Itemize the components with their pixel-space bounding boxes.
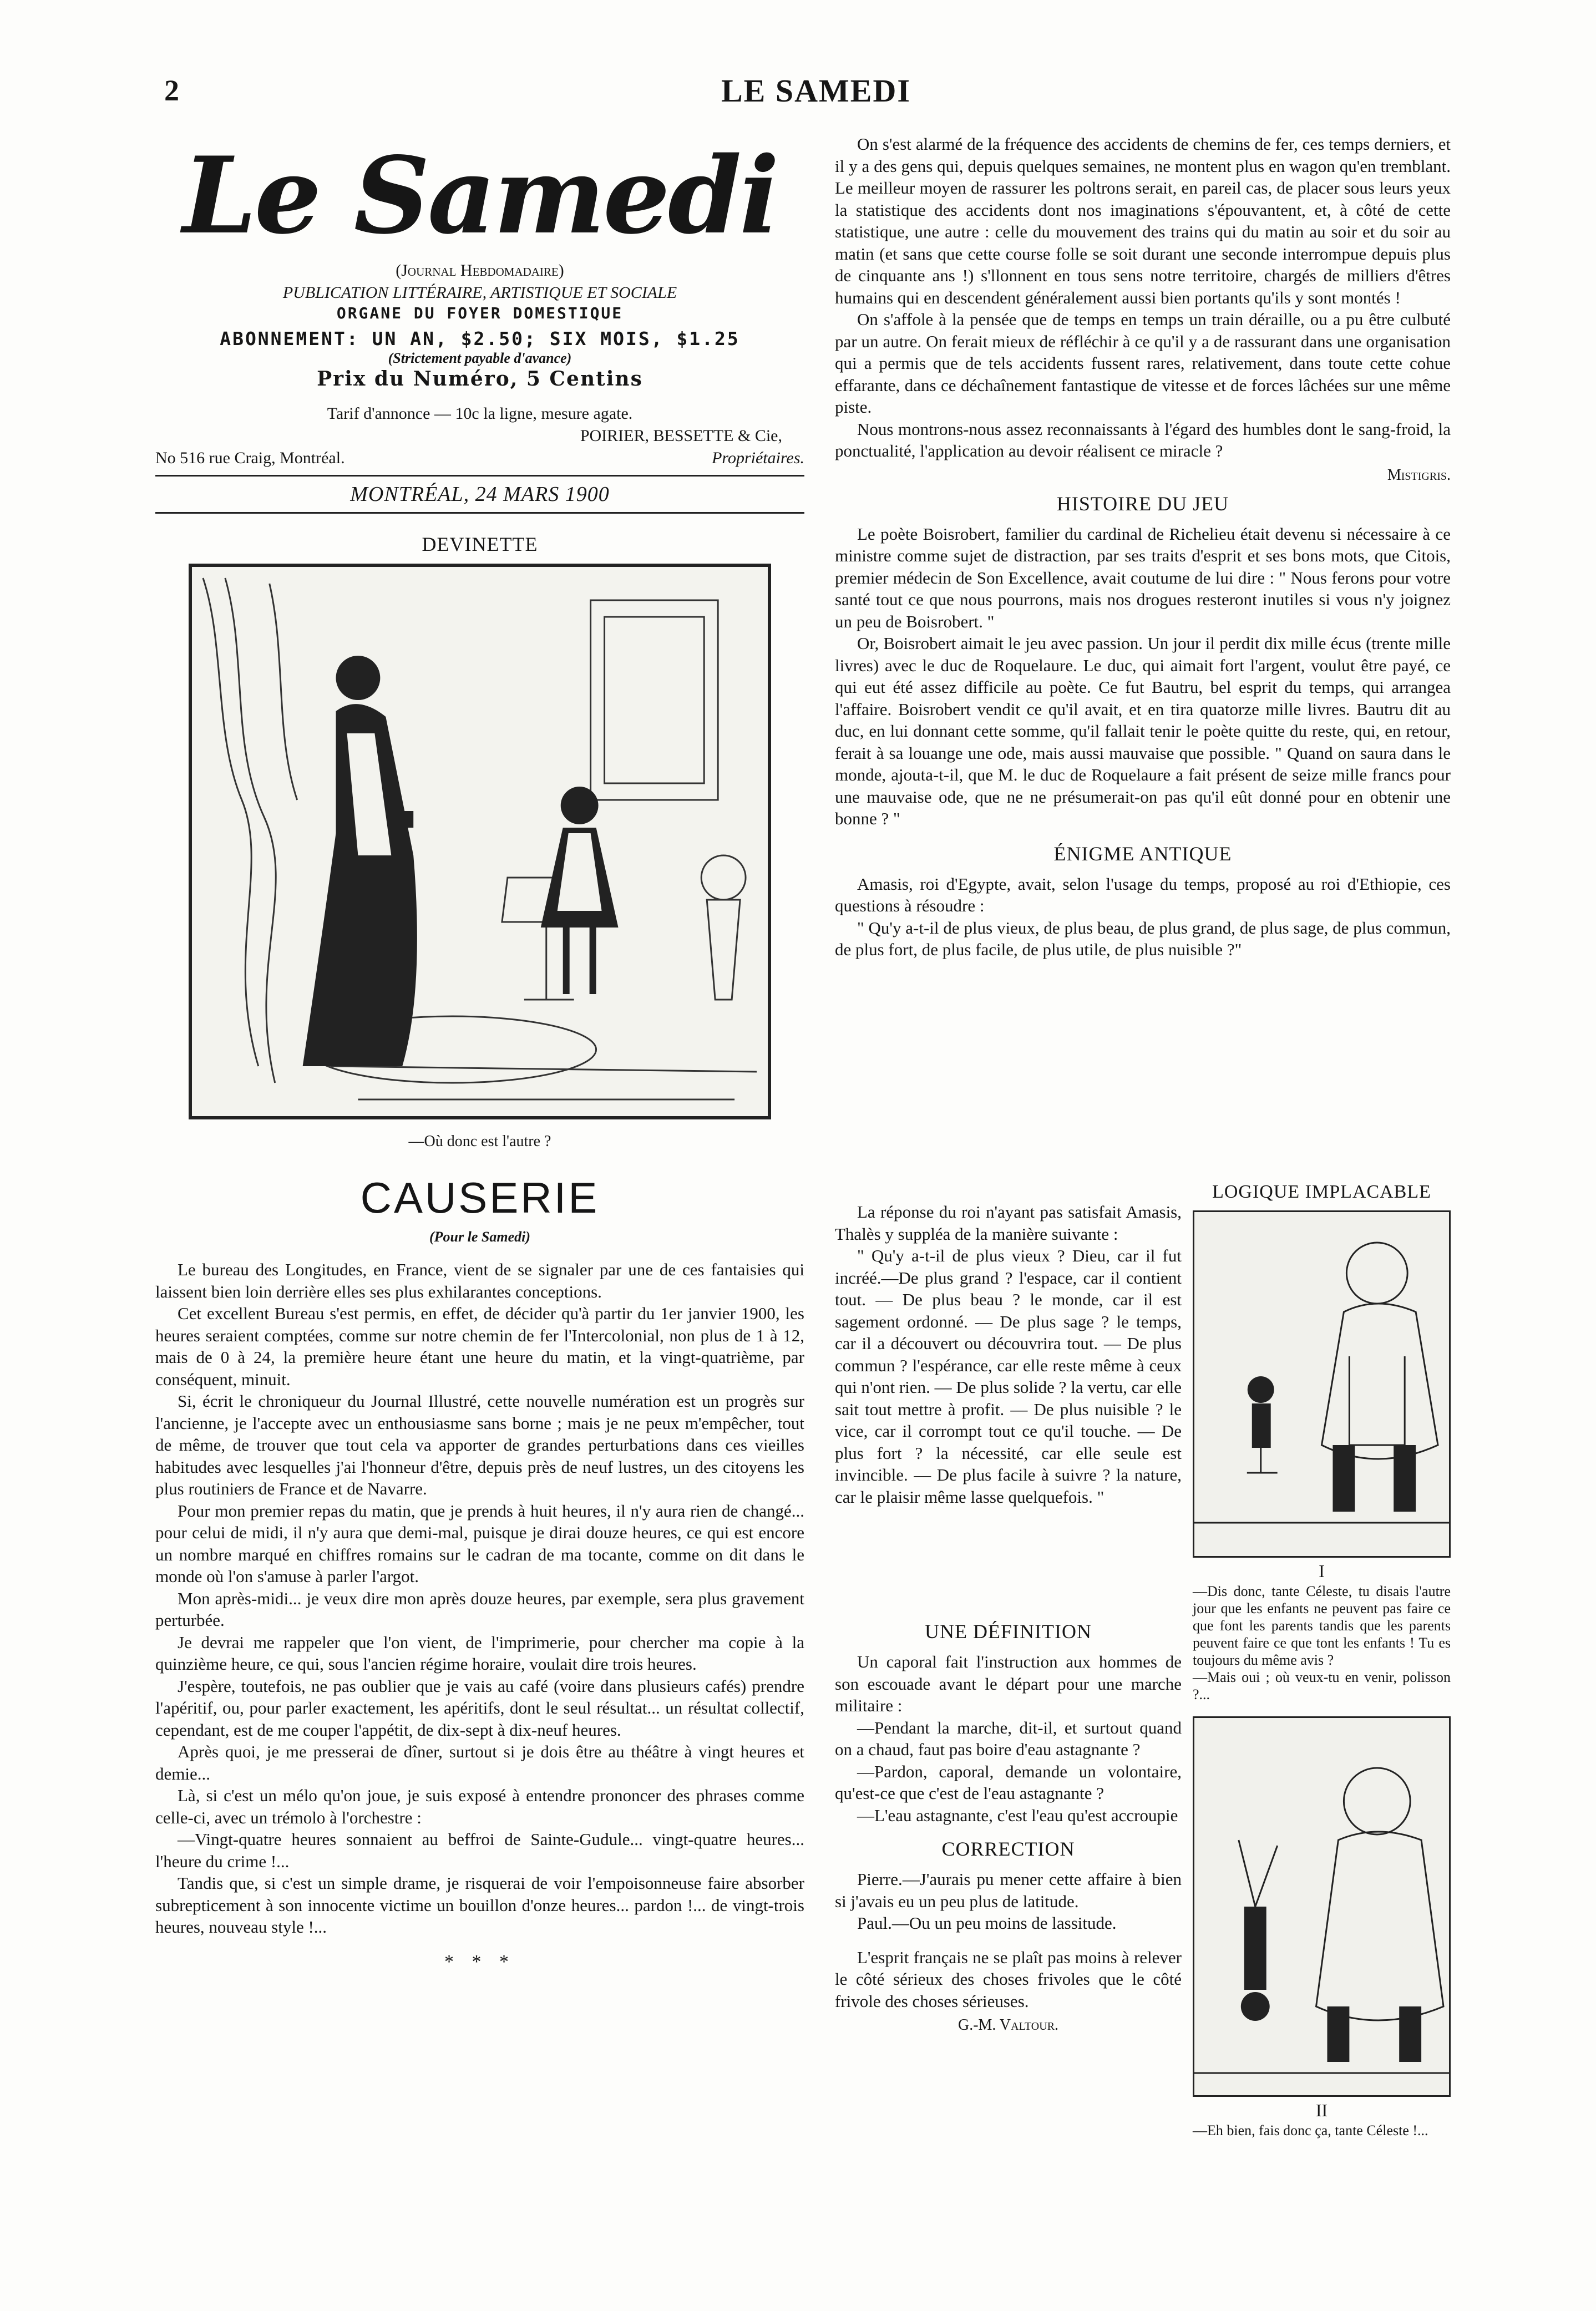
- causerie-paragraph: Je devrai me rappeler que l'on vient, de l'imprimerie, pour chercher ma copie à la quinzième heure, ce qui, sous l'ancien régime horaire, voulait dire trois heures.: [155, 1632, 804, 1674]
- masthead-subtitle-publication: PUBLICATION LITTÉRAIRE, ARTISTIQUE ET SOCIALE: [282, 283, 677, 302]
- devinette-caption: —Où donc est l'autre ?: [408, 1133, 551, 1150]
- divider: [155, 512, 804, 514]
- devinette-illustration: [189, 564, 771, 1119]
- causerie-paragraph: Là, si c'est un mélo qu'on joue, je suis exposé à entendre prononcer des phrases comme celle-ci, avec un trémolo à l'orchestre :: [155, 1786, 804, 1827]
- masthead-proprietors: Propriétaires.: [712, 449, 804, 467]
- masthead-subtitle-organe: ORGANE DU FOYER DOMESTIQUE: [336, 304, 624, 322]
- masthead-address: No 516 rue Craig, Montréal.: [155, 449, 345, 467]
- issue-date: MONTRÉAL, 24 MARS 1900: [350, 483, 610, 506]
- accidents-paragraph: On s'affole à la pensée que de temps en temps un train déraille, ou a pu être culbuté par un autre. On ferait mieux de réfléchir à ce qu'il y a de rassurant dans une organisation qui a permis que de tels accidents fussent rares, relativement, dans toute cette cohue effarante, dans ce déchaînement fantastique de vitesse et de forces lâchées sur une même piste.: [835, 310, 1451, 417]
- cartoon-caption-number-1: I: [1319, 1561, 1325, 1581]
- enigme-answer-column: [835, 1201, 1182, 1508]
- cartoon-panel-1: [1193, 1210, 1451, 1558]
- causerie-paragraph: Après quoi, je me presserai de dîner, surtout si je dois être au théâtre à vingt heures et demie...: [155, 1742, 804, 1783]
- masthead-address-row: [155, 447, 804, 469]
- masthead-price: Prix du Numéro, 5 Centins: [317, 367, 643, 391]
- masthead-subtitle-journal: (Journal Hebdomadaire): [396, 261, 564, 280]
- running-head: LE SAMEDI: [721, 73, 911, 109]
- causerie-paragraph: Si, écrit le chroniqueur du Journal Illustré, cette nouvelle numération est un progrès sur l'ancienne, je l'accepte avec un enthousiasme sans borne ; mais je ne peux m'empêcher, tout de même, de trouver que tout cela va apporter de grandes perturbations dans ces vieilles habitudes avec lesquelles j'ai l'honneur d'être, depuis près de neuf lustres, un des citoyens les plus routiniers de France et de Navarre.: [155, 1391, 804, 1498]
- definition-heading: UNE DÉFINITION: [925, 1620, 1092, 1643]
- accidents-paragraph: Nous montrons-nous assez reconnaissants à l'égard des humbles dont le sang-froid, la ponctualité, l'application au devoir réalisent ce miracle ?: [835, 419, 1451, 460]
- cartoon-caption-number-2: II: [1315, 2100, 1328, 2120]
- definition-paragraph: —L'eau astagnante, c'est l'eau qu'est accroupie: [857, 1805, 1178, 1825]
- accidents-signature: Mistigris.: [1387, 466, 1451, 484]
- definition-paragraph: —Pardon, caporal, demande un volontaire, qu'est-ce que c'est de l'eau astagnante ?: [835, 1761, 1182, 1803]
- histoire-paragraph: Or, Boisrobert aimait le jeu avec passion. Un jour il perdit dix mille écus (trente mille livres) avec le duc de Roquelaure. Le duc, qui aimait fort l'argent, voulut être payé, ce qui eut été assez difficile au poète. Ce fut Bautru, bel esprit du temps, qui arrangea l'affaire. Boisrobert vendit ce qu'il avait, et en tira quatorze mille livres. Bautru dit au duc, en lui donnant cette somme, qu'il fallait tenir le poète quitte du reste, qui, en retour, ferait à sa louange une ode, mais aussi mauvaise que possible. " Quand on saura dans le monde, ajouta-t-il, que M. le duc de Roquelaure a fait présent de seize mille francs pour une mauvaise ode, que ne ne présumerait-on pas qu'il eût donné pour en obtenir une bonne ? ": [835, 634, 1451, 828]
- causerie-paragraph: Tandis que, si c'est un simple drame, je risquerai de voir l'empoisonneuse faire absorber subrepticement à son innocente victime un bouillon d'onze heures... pardon !... de vingt-trois heures, nouveau style !...: [155, 1873, 804, 1937]
- masthead-subscription-note: (Strictement payable d'avance): [388, 350, 572, 366]
- logique-heading: LOGIQUE IMPLACABLE: [1212, 1182, 1431, 1202]
- enigme-heading: ÉNIGME ANTIQUE: [1053, 842, 1232, 865]
- correction-signature: G.-M. Valtour.: [957, 2016, 1059, 2034]
- divider: [155, 475, 804, 477]
- cartoon-caption-2: —Eh bien, fais donc ça, tante Céleste !...: [1193, 2122, 1428, 2138]
- cartoon-caption-1: —Dis donc, tante Céleste, tu disais l'autre jour que les enfants ne peuvent pas faire ce que font les parents tandis que les parents peuvent faire ce que tont les enfants ! Tu es toujours du même avis ?: [1193, 1583, 1451, 1668]
- causerie-paragraph: J'espère, toutefois, ne pas oublier que je vais au café (voire dans plusieurs cafés) prendre l'apéritif, ou, pour parler exactement, les apéritifs, dont le seul résultat... un résultat collectif, cependant, est de me couper l'appétit, de dix-sept à dix-neuf heures.: [155, 1676, 804, 1740]
- definition-correction-column: [835, 1620, 1182, 2039]
- masthead-publishers: POIRIER, BESSETTE & Cie,: [580, 427, 782, 445]
- correction-paragraph: Paul.—Ou un peu moins de lassitude.: [857, 1913, 1117, 1933]
- causerie-paragraph: —Vingt-quatre heures sonnaient au beffroi de Sainte-Gudule... vingt-quatre heures... l'heure du crime !...: [155, 1829, 804, 1871]
- devinette-heading: DEVINETTE: [422, 533, 538, 555]
- correction-paragraph: L'esprit français ne se plaît pas moins à relever le côté sérieux des choses frivoles que le côté frivole des choses sérieuses.: [835, 1947, 1182, 2011]
- causerie-byline: (Pour le Samedi): [429, 1229, 530, 1245]
- definition-paragraph: Un caporal fait l'instruction aux hommes de son escouade avant le départ pour une marche militaire :: [835, 1652, 1182, 1715]
- enigme-question: " Qu'y a-t-il de plus vieux, de plus beau, de plus grand, de plus sage, de plus commun, de plus fort, de plus facile, de plus utile, de plus nuisible ?": [835, 918, 1451, 959]
- correction-paragraph: Pierre.—J'aurais pu mener cette affaire à bien si j'avais eu un peu plus de latitude.: [835, 1869, 1182, 1911]
- logique-column: [1193, 1182, 1451, 2139]
- left-column: [155, 133, 804, 1973]
- interior-scene-engraving: [192, 567, 768, 1116]
- histoire-heading: HISTOIRE DU JEU: [1056, 492, 1229, 515]
- causerie-title: CAUSERIE: [360, 1173, 600, 1222]
- enigme-intro: Amasis, roi d'Egypte, avait, selon l'usage du temps, proposé au roi d'Ethiopie, ces questions à résoudre :: [835, 874, 1451, 915]
- aunt-and-boy-drawing: [1194, 1212, 1449, 1556]
- causerie-paragraph: Pour mon premier repas du matin, que je prends à huit heures, il n'y aura rien de changé... pour celui de midi, il n'y aura que demi-mal, puisque je dirai douze heures, ce qui est encore un nombre marqué en chiffres romains sur le cadran de ma tocante, comme on dit dans le monde où l'on s'amuse à parler l'argot.: [155, 1501, 804, 1586]
- cartoon-caption-1b: —Mais oui ; où veux-tu en venir, polisson ?...: [1193, 1669, 1451, 1702]
- causerie-paragraph: Cet excellent Bureau s'est permis, en effet, de décider qu'à partir du 1er janvier 1900, les heures seraient comptées, comme sur notre chemin de fer l'Intercolonial, non plus de 1 à 12, mais de 0 à 24, la première heure étant une heure du matin, et la vingt-quatrième, par conséquent, minuit.: [155, 1304, 804, 1389]
- accidents-paragraph: On s'est alarmé de la fréquence des accidents de chemins de fer, ces temps derniers, et il y a des gens qui, depuis quelques semaines, ne montent plus en wagon qu'en tremblant. Le meilleur moyen de rassurer les poltrons serait, en pareil cas, de placer sous leurs yeux la statistique des accidents dont nos imaginations s'épouvantent, et, à côté de cette statistique, une autre : celle du mouvement des trains qui du matin au soir et du soir au matin (et sans que cette course folle se soit durant une seconde interrompue depuis plus de cinquante ans !) s'llonnent en tous sens notre territoire, chargés de milliers d'êtres humains qui en descendent généralement aussi bien portants qu'ils y sont montés !: [835, 134, 1451, 307]
- section-stars: * * *: [444, 1951, 515, 1972]
- definition-paragraph: —Pendant la marche, dit-il, et surtout quand on a chaud, faut pas boire d'eau astagnante ?: [835, 1717, 1182, 1759]
- histoire-paragraph: Le poète Boisrobert, familier du cardinal de Richelieu était devenu si nécessaire à ce ministre comme sujet de distraction, par ses traits d'esprit et ses bons mots, que Citois, premier médecin de Son Excellence, avait coutume de lui dire : " Nous ferons pour votre santé tout ce que nous pourrons, mais nos drogues resteront inutiles si vous n'y joignez un peu de Boisrobert. ": [835, 524, 1451, 631]
- cartoon-panel-2: [1193, 1716, 1451, 2097]
- enigme-answer: " Qu'y a-t-il de plus vieux ? Dieu, car il fut incréé.—De plus grand ? l'espace, car il contient tout. — De plus beau ? le monde, car il est sagement ordonné. — De plus sage ? le temps, car il a découvert ou découvrira tout. — De plus commun ? l'espérance, car elle reste même à ceux qui n'ont rien. — De plus solide ? la vertu, car elle sait tout mettre à profit. — De plus nuisible ? le vice, car il corrompt tout ce qu'il touche. — De plus fort ? la nécessité, car elle seule est invincible. — De plus facile à suivre ? la nature, car le plaisir même lasse quelquefois. ": [835, 1246, 1182, 1507]
- right-column: [835, 133, 1451, 961]
- masthead-subscription: ABONNEMENT: UN AN, $2.50; SIX MOIS, $1.25: [220, 328, 740, 349]
- masthead-tariff: Tarif d'annonce — 10c la ligne, mesure agate.: [327, 404, 633, 423]
- causerie-paragraph: Mon après-midi... je veux dire mon après douze heures, par exemple, sera plus gravement perturbée.: [155, 1588, 804, 1630]
- causerie-paragraph: Le bureau des Longitudes, en France, vient de se signaler par une de ces fantaisies qui laissent bien loin derrière elles ses plus exhilarantes conceptions.: [155, 1260, 804, 1301]
- masthead-title: Le Samedi: [183, 134, 777, 257]
- correction-heading: CORRECTION: [941, 1838, 1075, 1860]
- page-number: 2: [164, 74, 179, 107]
- boy-handstand-drawing: [1194, 1718, 1449, 2095]
- enigme-answer-intro: La réponse du roi n'ayant pas satisfait Amasis, Thalès y suppléa de la manière suivante :: [835, 1202, 1182, 1244]
